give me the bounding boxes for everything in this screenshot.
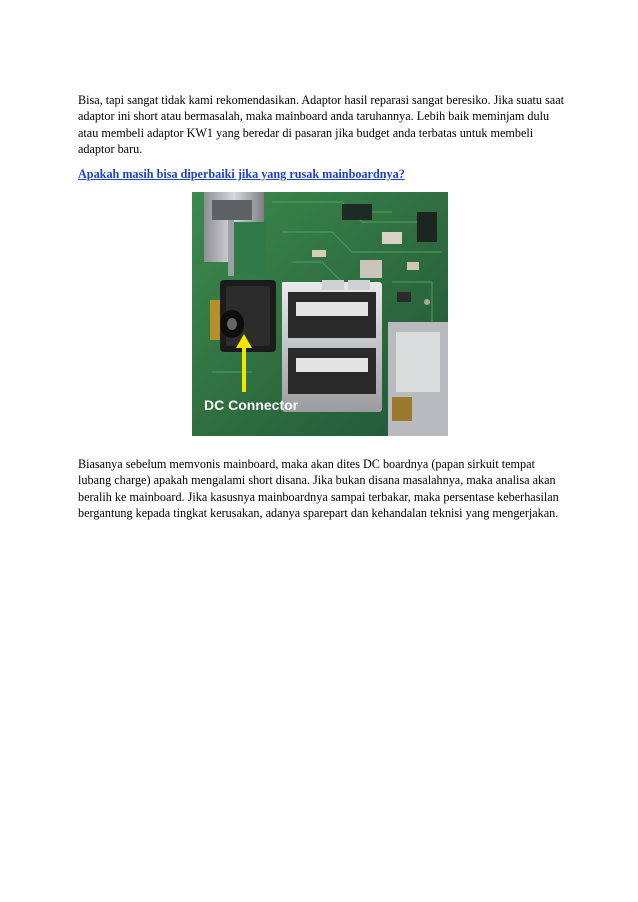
paragraph-dc-board-test: Biasanya sebelum memvonis mainboard, maka akan dites DC boardnya (papan sirkuit tempat lubang charge) apakah mengalami short disana. Jika bukan disana masalahnya, maka analisa akan beralih ke mainboard. Jika kasusnya mainboardnya sampai terbakar, maka persentase keberhasilan bergantung kepada tingkat kerusakan, adanya sparepart dan kehandalan teknisi yang mengerjakan. xyxy=(78,457,559,521)
paragraph-adaptor-advice: Bisa, tapi sangat tidak kami rekomendasikan. Adaptor hasil reparasi sangat beresiko. Jika suatu saat adaptor ini short atau bermasalah, maka mainboard anda taruhannya. Lebih baik meminjam dulu atau membeli adaptor KW1 yang beredar di pasaran jika budget anda terbatas untuk membeli adaptor baru. xyxy=(78,93,565,157)
section-heading-link[interactable]: Apakah masih bisa diperbaiki jika yang rusak mainboardnya? xyxy=(78,167,405,181)
dc-connector-label: DC Connector xyxy=(204,397,299,413)
ethernet-port xyxy=(388,322,448,436)
usb-ports xyxy=(282,280,382,412)
mainboard-photo xyxy=(192,192,448,436)
mainboard-illustration xyxy=(192,192,448,436)
